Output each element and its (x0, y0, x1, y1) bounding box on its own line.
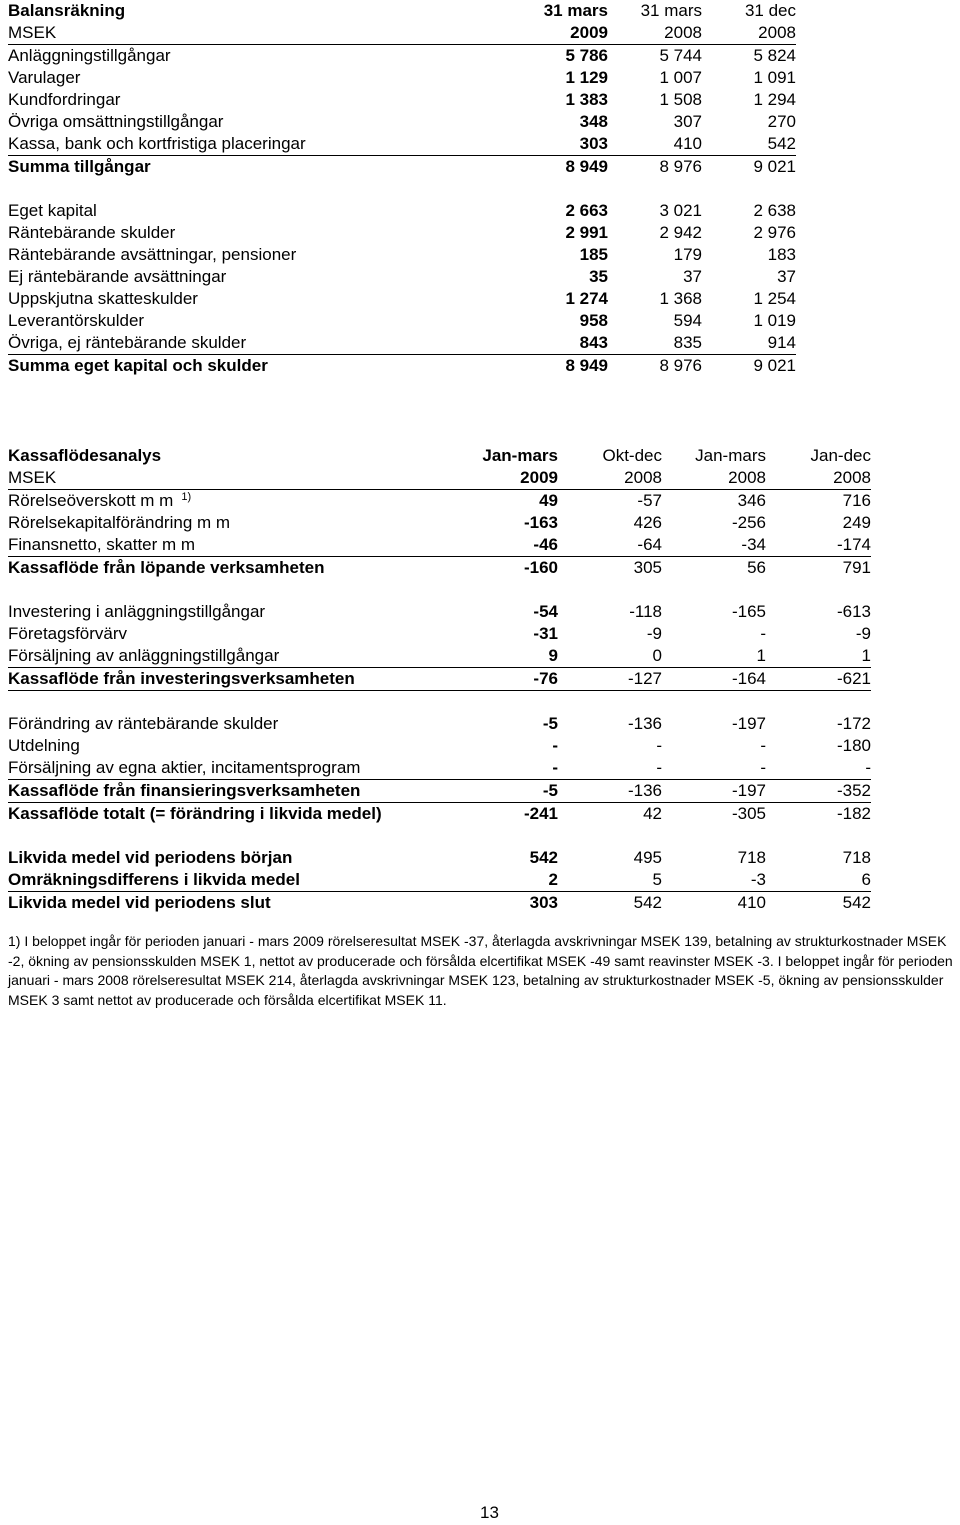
cell: -241 (523, 804, 558, 823)
spacer-row (8, 579, 871, 601)
cashflow-col-year: 2008 (558, 467, 662, 490)
cell: -182 (836, 804, 871, 823)
row-label: Utdelning (8, 736, 80, 755)
cashflow-col-header: Okt-dec (602, 446, 662, 465)
cell: -31 (533, 624, 558, 643)
cell: 542 (529, 848, 558, 867)
table-row (8, 645, 871, 668)
cell: 8 949 (565, 356, 608, 375)
row-label: Kassaflöde från löpande verksamheten (8, 558, 325, 577)
cell: 56 (747, 558, 766, 577)
cell: 5 786 (565, 46, 608, 65)
cell: 2 942 (659, 223, 702, 242)
table-row-total (8, 780, 871, 803)
table-row-total (8, 892, 871, 915)
cashflow-col-header: Jan-mars (695, 446, 766, 465)
cell: 2 (478, 869, 558, 892)
balance-header-row-2 (8, 22, 796, 45)
cashflow-col-year: 2009 (478, 467, 558, 490)
cell: 249 (842, 513, 871, 532)
cell: 1 091 (753, 68, 796, 87)
cell: 914 (702, 332, 796, 355)
cell: -180 (836, 736, 871, 755)
cell: -76 (478, 668, 558, 691)
table-row (8, 111, 796, 133)
table-row (8, 67, 796, 89)
cell: 718 (842, 848, 871, 867)
cell: 426 (633, 513, 662, 532)
row-label: Företagsförvärv (8, 624, 128, 643)
cell: -46 (478, 534, 558, 557)
cashflow-unit: MSEK (8, 467, 478, 490)
balance-col-year: 2009 (528, 22, 608, 45)
cell: 6 (766, 869, 871, 892)
cell: 716 (842, 491, 871, 510)
cell: 835 (608, 332, 702, 355)
cell: -164 (662, 668, 766, 691)
row-label: Kassa, bank och kortfristiga placeringar (8, 133, 528, 156)
cell: 2 638 (753, 201, 796, 220)
cell: 791 (842, 558, 871, 577)
row-label: Uppskjutna skatteskulder (8, 289, 198, 308)
cell: 42 (643, 804, 662, 823)
cell: 1 019 (753, 311, 796, 330)
cell: -305 (731, 804, 766, 823)
cell: -3 (662, 869, 766, 892)
table-row (8, 757, 871, 780)
cell: 49 (539, 491, 558, 510)
table-row (8, 222, 796, 244)
spacer-row (8, 691, 871, 714)
cell: -118 (629, 602, 662, 621)
cell: 1 129 (565, 68, 608, 87)
cell: 8 949 (565, 157, 608, 176)
row-label-text: Rörelseöverskott m m (8, 491, 174, 510)
cell: - (760, 736, 766, 755)
row-label: Omräkningsdifferens i likvida medel (8, 869, 478, 892)
table-row (8, 623, 871, 645)
row-label: Finansnetto, skatter m m (8, 534, 478, 557)
table-row-total (8, 557, 871, 580)
table-row (8, 45, 796, 68)
cell: 410 (608, 133, 702, 156)
cell: -197 (662, 780, 766, 803)
cashflow-col-year: 2008 (662, 467, 766, 490)
balance-col-year: 2008 (702, 22, 796, 45)
cell: 3 021 (659, 201, 702, 220)
cell: -172 (836, 714, 871, 733)
cell: 185 (579, 245, 608, 264)
cell: - (558, 757, 662, 780)
table-row (8, 512, 871, 534)
table-row-total (8, 355, 796, 378)
cell: - (552, 736, 558, 755)
table-row (8, 310, 796, 332)
row-label: Anläggningstillgångar (8, 46, 171, 65)
row-label: Likvida medel vid periodens början (8, 848, 293, 867)
row-label: Summa tillgångar (8, 157, 151, 176)
cell: 1 274 (565, 289, 608, 308)
cell: -57 (637, 491, 662, 510)
cell: 37 (777, 267, 796, 286)
cashflow-col-year: 2008 (766, 467, 871, 490)
cashflow-header-row-1 (8, 445, 871, 467)
cell: 5 824 (753, 46, 796, 65)
cell: 958 (579, 311, 608, 330)
cell: 1 254 (753, 289, 796, 308)
balance-sheet-table (8, 0, 796, 377)
cell: 495 (633, 848, 662, 867)
table-row (8, 266, 796, 288)
spacer-row (8, 825, 871, 847)
cell: -136 (627, 714, 662, 733)
cell: - (662, 757, 766, 780)
cell: -160 (523, 558, 558, 577)
cell: 2 976 (753, 223, 796, 242)
balance-unit: MSEK (8, 22, 528, 45)
cell: -352 (766, 780, 871, 803)
cell: - (478, 757, 558, 780)
cell: -174 (766, 534, 871, 557)
row-label: Eget kapital (8, 201, 97, 220)
cell: 410 (737, 893, 766, 912)
cell: 9 (478, 645, 558, 668)
row-label (8, 490, 478, 513)
row-label: Leverantörskulder (8, 311, 145, 330)
cell: -197 (731, 714, 766, 733)
cell: 542 (633, 893, 662, 912)
row-label: Räntebärande avsättningar, pensioner (8, 245, 297, 264)
table-row (8, 490, 871, 513)
cell: 9 021 (753, 157, 796, 176)
table-row (8, 244, 796, 266)
cell: 5 (558, 869, 662, 892)
table-row (8, 332, 796, 355)
spacer-row (8, 178, 796, 200)
cell: -165 (731, 602, 766, 621)
row-label: Kassaflöde från investeringsverksamheten (8, 668, 478, 691)
cell: 1 383 (565, 90, 608, 109)
cell: -9 (646, 624, 662, 643)
cashflow-header-row-2 (8, 467, 871, 490)
row-label: Kassaflöde från finansieringsverksamheten (8, 780, 478, 803)
cell: -613 (836, 602, 871, 621)
cashflow-title: Kassaflödesanalys (8, 446, 162, 465)
cell: 542 (702, 133, 796, 156)
cell: 37 (683, 267, 702, 286)
cell: -9 (855, 624, 871, 643)
cell: 346 (737, 491, 766, 510)
cell: 1 368 (659, 289, 702, 308)
row-label: Försäljning av anläggningstillgångar (8, 645, 478, 668)
cell: 542 (842, 893, 871, 912)
cell: 1 294 (753, 90, 796, 109)
row-label: Försäljning av egna aktier, incitamentsprogram (8, 757, 478, 780)
table-row (8, 200, 796, 222)
cell: 9 021 (753, 356, 796, 375)
row-label: Kassaflöde totalt (= förändring i likvida medel) (8, 804, 382, 823)
footnote-text: 1) I beloppet ingår för perioden januari - mars 2009 rörelseresultat MSEK -37, återlagda avskrivningar MSEK 139, betalning av strukturkostnader MSEK -2, ökning av pensionsskulden MSEK 1, nettot av producerade och försålda elcertifikat MSEK -49 samt reavinster MSEK -3. I beloppet ingår för perioden januari - mars 2008 rörelseresultat MSEK 214, återlagda avskrivningar MSEK 123, betalning av strukturkostnader MSEK -5, ökning av pensionsskulder MSEK 3 samt nettot av producerade och försålda elcertifikat MSEK 11. (8, 933, 953, 1008)
table-row-total (8, 803, 871, 826)
table-row (8, 601, 871, 623)
cell: 183 (767, 245, 796, 264)
cell: -5 (478, 780, 558, 803)
row-label: Förändring av räntebärande skulder (8, 714, 279, 733)
cell: 35 (589, 267, 608, 286)
cell: 718 (737, 848, 766, 867)
cell: -136 (558, 780, 662, 803)
row-label: Varulager (8, 68, 81, 87)
cell: 8 976 (659, 356, 702, 375)
table-row-total (8, 668, 871, 691)
page-number: 13 (480, 1503, 499, 1522)
cell: 305 (633, 558, 662, 577)
cell: -127 (558, 668, 662, 691)
cell: 0 (558, 645, 662, 668)
footnote-marker: 1) (181, 491, 192, 503)
cell: 8 976 (659, 157, 702, 176)
table-row (8, 735, 871, 757)
balance-col-year: 2008 (608, 22, 702, 45)
row-label: Rörelsekapitalförändring m m (8, 513, 231, 532)
cell: 303 (529, 893, 558, 912)
table-row (8, 847, 871, 869)
table-row (8, 869, 871, 892)
row-label: Övriga, ej räntebärande skulder (8, 332, 528, 355)
cell: -64 (558, 534, 662, 557)
cell: 2 663 (565, 201, 608, 220)
row-label: Kundfordringar (8, 90, 121, 109)
row-label: Övriga omsättningstillgångar (8, 112, 224, 131)
row-label: Räntebärande skulder (8, 223, 176, 242)
cell: - (766, 757, 871, 780)
cell: 348 (579, 112, 608, 131)
cell: -256 (731, 513, 766, 532)
cell: 179 (673, 245, 702, 264)
cash-flow-table (8, 445, 871, 914)
row-label: Investering i anläggningstillgångar (8, 602, 266, 621)
cell: -621 (766, 668, 871, 691)
table-row (8, 713, 871, 735)
table-row (8, 288, 796, 310)
balance-title: Balansräkning (8, 1, 126, 20)
cell: 1 (766, 645, 871, 668)
table-row-total (8, 156, 796, 179)
cell: - (656, 736, 662, 755)
cell: 1 (662, 645, 766, 668)
cashflow-col-header: Jan-mars (482, 446, 558, 465)
cell: -5 (542, 714, 558, 733)
cell: -34 (662, 534, 766, 557)
cell: -54 (533, 602, 558, 621)
table-row (8, 534, 871, 557)
cell: 594 (673, 311, 702, 330)
cell: 270 (767, 112, 796, 131)
balance-col-header: 31 mars (640, 1, 702, 20)
cell: 307 (673, 112, 702, 131)
cell: 303 (528, 133, 608, 156)
table-row (8, 89, 796, 111)
row-label: Likvida medel vid periodens slut (8, 893, 271, 912)
row-label: Ej räntebärande avsättningar (8, 267, 227, 286)
balance-col-header: 31 mars (543, 1, 608, 20)
cell: 5 744 (659, 46, 702, 65)
row-label: Summa eget kapital och skulder (8, 356, 268, 375)
balance-col-header: 31 dec (744, 1, 796, 20)
cell: 1 508 (659, 90, 702, 109)
cell: 1 007 (659, 68, 702, 87)
cell: -163 (523, 513, 558, 532)
cell: 843 (528, 332, 608, 355)
cashflow-col-header: Jan-dec (810, 446, 871, 465)
table-row (8, 133, 796, 156)
balance-header-row-1 (8, 0, 796, 22)
cell: 2 991 (565, 223, 608, 242)
cell: - (760, 624, 766, 643)
